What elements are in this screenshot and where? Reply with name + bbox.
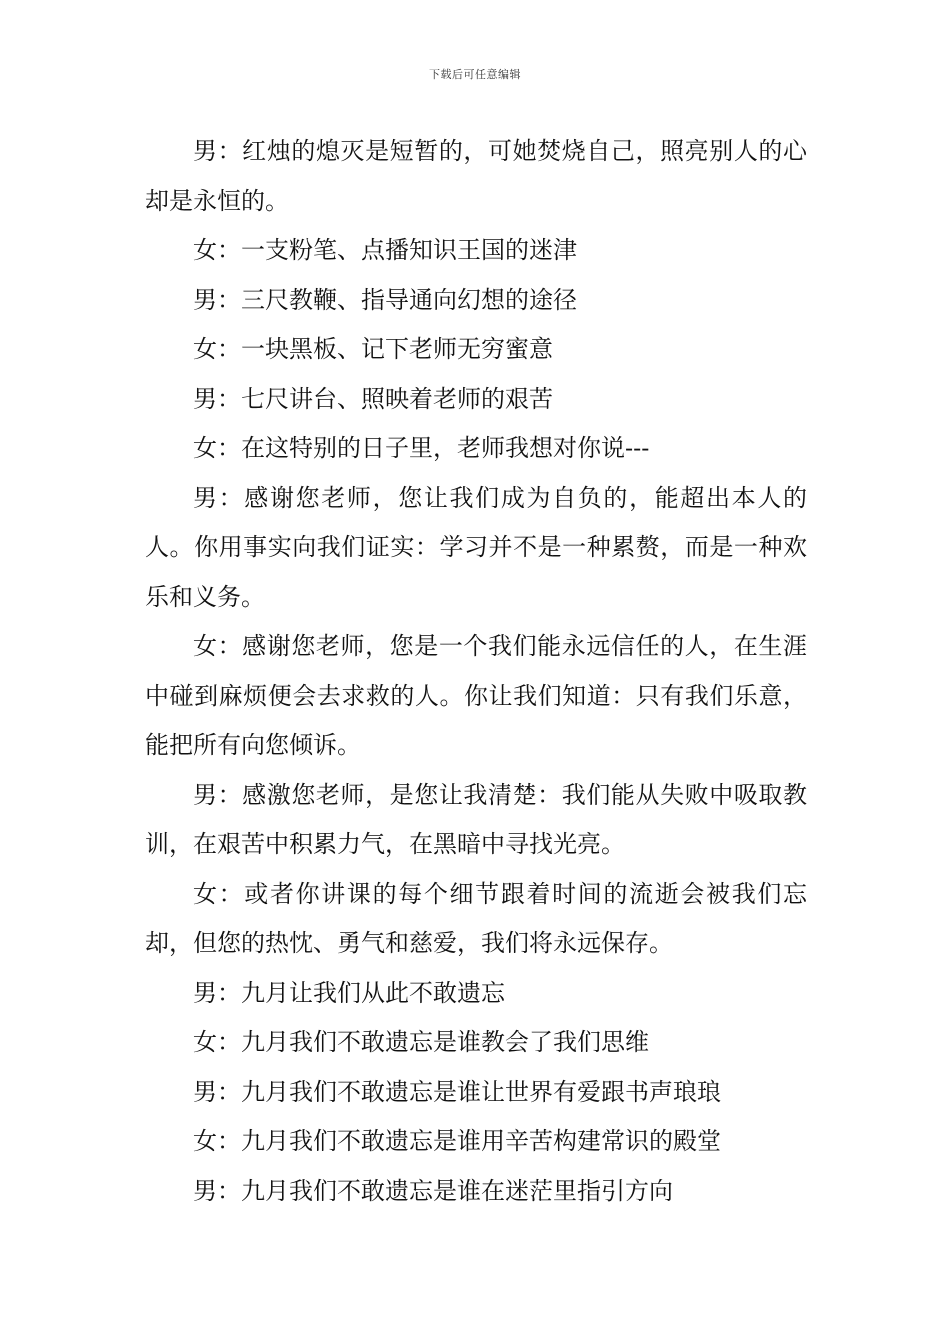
paragraph: 女：九月我们不敢遗忘是谁教会了我们思维 (193, 1028, 649, 1056)
paragraph: 男：感激您老师，是您让我清楚：我们能从失败中吸取教训，在艰苦中积累力气，在黑暗中寻找光亮。 (145, 780, 807, 858)
page-header: 下载后可任意编辑 (429, 68, 521, 81)
paragraph: 男：九月我们不敢遗忘是谁在迷茫里指引方向 (193, 1176, 673, 1205)
paragraph: 男：九月让我们从此不敢遗忘 (193, 978, 505, 1007)
paragraph: 男：九月我们不敢遗忘是谁让世界有爱跟书声琅琅 (193, 1077, 721, 1106)
paragraph: 女：或者你讲课的每个细节跟着时间的流逝会被我们忘却，但您的热忱、勇气和慈爱，我们将永远保存。 (145, 879, 807, 957)
paragraph: 男：感谢您老师，您让我们成为自负的，能超出本人的人。你用事实向我们证实：学习并不是一种累赘，而是一种欢乐和义务。 (145, 483, 807, 611)
paragraph: 男：七尺讲台、照映着老师的艰苦 (193, 384, 553, 413)
paragraph: 女：一块黑板、记下老师无穷蜜意 (193, 335, 553, 363)
paragraph: 女：在这特别的日子里，老师我想对你说--- (193, 434, 650, 462)
paragraph: 女：九月我们不敢遗忘是谁用辛苦构建常识的殿堂 (193, 1127, 721, 1155)
paragraph: 女：一支粉笔、点播知识王国的迷津 (193, 236, 577, 264)
paragraph: 男：红烛的熄灭是短暂的，可她焚烧自己，照亮别人的心却是永恒的。 (145, 137, 807, 215)
paragraph: 男：三尺教鞭、指导通向幻想的途径 (193, 285, 577, 314)
paragraph: 女：感谢您老师，您是一个我们能永远信任的人，在生涯中碰到麻烦便会去求救的人。你让我们知道：只有我们乐意，能把所有向您倾诉。 (145, 632, 807, 759)
document-body (145, 127, 807, 1216)
